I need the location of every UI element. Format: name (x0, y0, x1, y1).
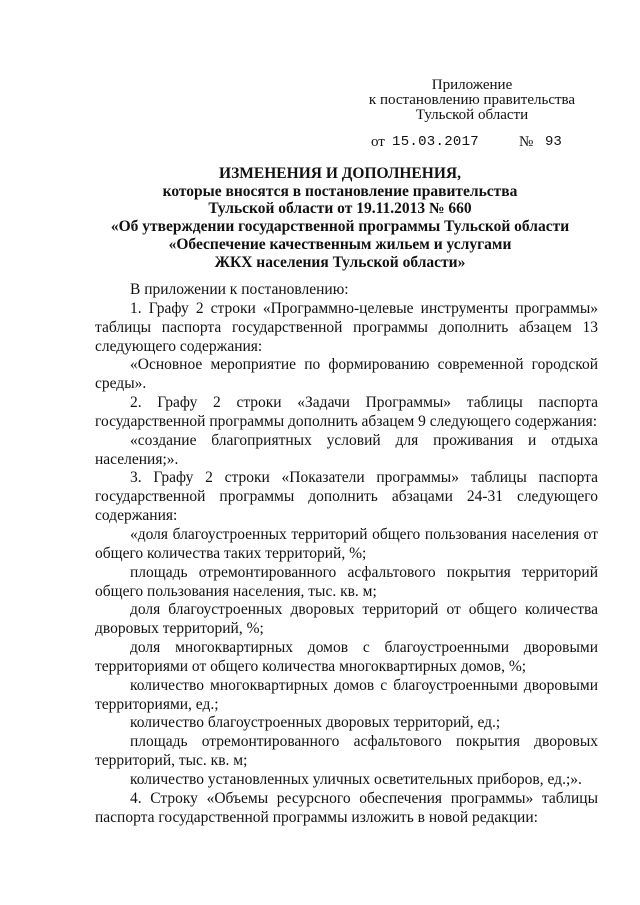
appendix-title: Приложение (431, 77, 513, 93)
number-label: № (519, 134, 534, 150)
heading-line-6: ЖКХ населения Тульской области» (214, 253, 466, 271)
document-heading (95, 165, 585, 271)
indicator-5: количество многоквартирных домов с благоустроенными дворовыми территориями, ед.; (95, 676, 598, 713)
paragraph-item-1-quote: «Основное мероприятие по формированию современной городской среды». (95, 356, 598, 393)
indicator-3: доля благоустроенных дворовых территорий от общего количества дворовых территорий, %; (95, 601, 598, 638)
heading-line-2: которые вносятся в постановление правительства (162, 182, 518, 200)
date-number-line (0, 134, 640, 152)
date-label: от (371, 134, 385, 150)
indicator-7: площадь отремонтированного асфальтового покрытия дворовых территорий, тыс. кв. м; (95, 733, 598, 770)
indicator-1: «доля благоустроенных территорий общего пользования населения от общего количества таких территорий, %; (95, 525, 598, 562)
paragraph-item-1: 1. Графу 2 строки «Программно-целевые инструменты программы» таблицы паспорта государственной программы дополнить абзацем 13 следующего содержания: (95, 299, 598, 355)
heading-line-4: «Об утверждении государственной программы Тульской области (110, 218, 570, 236)
indicator-8: количество установленных уличных осветительных приборов, ед.;». (130, 770, 582, 788)
paragraph-item-2-quote: «создание благоприятных условий для проживания и отдыха населения;». (95, 431, 598, 468)
document-date: 15.03.2017 (392, 134, 480, 150)
appendix-region: Тульской области (415, 107, 529, 123)
indicator-2: площадь отремонтированного асфальтового покрытия территорий общего пользования населения, тыс. кв. м; (95, 563, 598, 600)
document-number: 93 (545, 134, 562, 150)
paragraph-item-3: 3. Графу 2 строки «Показатели программы» таблицы паспорта государственной программы дополнить абзацами 24-31 следующего содержания: (95, 469, 598, 525)
document-body (95, 281, 598, 827)
heading-line-3: Тульской области от 19.11.2013 № 660 (208, 200, 472, 218)
appendix-header (352, 78, 592, 123)
heading-line-5: «Обеспечение качественным жильем и услугами (168, 235, 512, 253)
paragraph-item-2: 2. Графу 2 строки «Задачи Программы» таблицы паспорта государственной программы дополнить абзацем 9 следующего содержания: (95, 394, 598, 430)
indicator-4: доля многоквартирных домов с благоустроенными дворовыми территориями от общего количества многоквартирных домов, %; (95, 639, 598, 675)
paragraph-intro: В приложении к постановлению: (130, 281, 349, 298)
indicator-6: количество благоустроенных дворовых территорий, ед.; (130, 714, 501, 732)
paragraph-item-4: 4. Строку «Объемы ресурсного обеспечения программы» таблицы паспорта государственной программы изложить в новой редакции: (95, 789, 598, 826)
heading-line-1: ИЗМЕНЕНИЯ И ДОПОЛНЕНИЯ, (219, 165, 461, 182)
appendix-subtitle: к постановлению правительства (368, 92, 576, 108)
